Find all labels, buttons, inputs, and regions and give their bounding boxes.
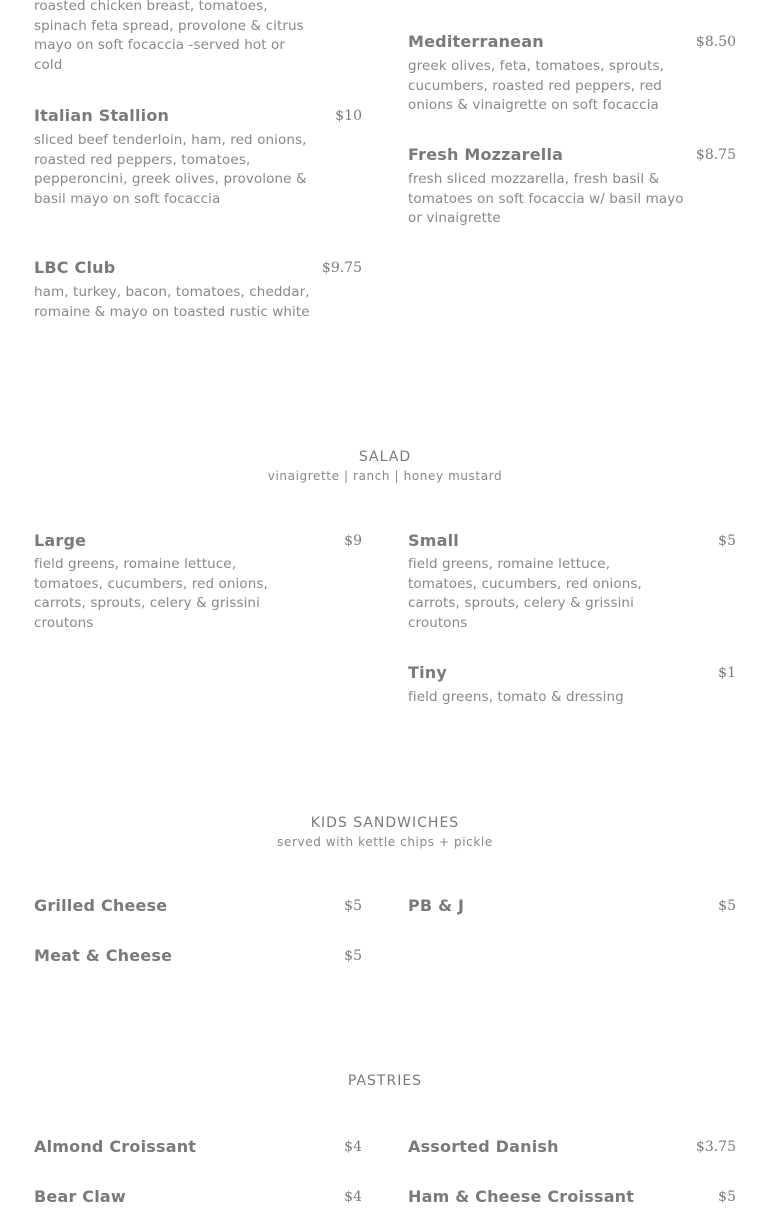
section-title-pastries: PASTRIES (347, 1073, 423, 1089)
item-price: $4 (344, 1189, 362, 1205)
item-price: $5 (718, 1189, 736, 1205)
item-name: Ham & Cheese Croissant (408, 1187, 635, 1206)
item-name: Bear Claw (34, 1187, 126, 1206)
section-title-kids: KIDS SANDWICHES (310, 815, 460, 831)
item-description: sliced beef tenderloin, ham, red onions, roasted red peppers, tomatoes, pepperoncini, greek olives, provolone & basil mayo on soft focaccia (34, 132, 307, 207)
item-name: PB & J (408, 896, 465, 915)
item-name: Small (408, 531, 459, 550)
item-description: field greens, romaine lettuce, tomatoes, cucumbers, red onions, carrots, sprouts, celery & grissini croutons (34, 556, 268, 631)
item-name: LBC Club (34, 258, 116, 277)
item-price: $5 (344, 898, 362, 914)
item-name: Assorted Danish (408, 1137, 559, 1156)
item-price: $5 (344, 948, 362, 964)
item-name: Almond Croissant (34, 1137, 197, 1156)
item-description: fresh sliced mozzarella, fresh basil & tomatoes on soft focaccia w/ basil mayo or vinaigrette (408, 171, 684, 227)
item-name: Fresh Mozzarella (408, 145, 564, 164)
section-subtitle-kids: served with kettle chips + pickle (277, 835, 493, 849)
item-price: $3.75 (695, 1139, 736, 1155)
item-name: Tiny (408, 663, 448, 682)
item-price: $4 (344, 1139, 362, 1155)
item-description: roasted chicken breast, tomatoes, spinach feta spread, provolone & citrus mayo on soft focaccia -served hot or cold (34, 0, 304, 73)
section-subtitle-salad: vinaigrette | ranch | honey mustard (267, 469, 503, 483)
item-name: Grilled Cheese (34, 896, 168, 915)
item-price: $8.50 (695, 34, 736, 50)
item-price: $9.75 (321, 260, 362, 276)
item-name: Mediterranean (408, 32, 544, 51)
item-name: Italian Stallion (34, 106, 170, 125)
item-description: field greens, tomato & dressing (408, 689, 624, 705)
item-description: greek olives, feta, tomatoes, sprouts, cucumbers, roasted red peppers, red onions & vinaigrette on soft focaccia (408, 58, 664, 114)
item-price: $5 (718, 898, 736, 914)
item-name: Large (34, 531, 87, 550)
item-description: field greens, romaine lettuce, tomatoes, cucumbers, red onions, carrots, sprouts, celery & grissini croutons (408, 556, 642, 631)
item-price: $9 (344, 533, 362, 549)
item-description: ham, turkey, bacon, tomatoes, cheddar, romaine & mayo on toasted rustic white (34, 284, 310, 320)
item-price: $1 (718, 665, 736, 681)
item-price: $10 (335, 108, 362, 124)
section-title-salad: SALAD (358, 449, 412, 465)
item-price: $5 (718, 533, 736, 549)
item-name: Meat & Cheese (34, 946, 173, 965)
item-price: $8.75 (695, 147, 736, 163)
